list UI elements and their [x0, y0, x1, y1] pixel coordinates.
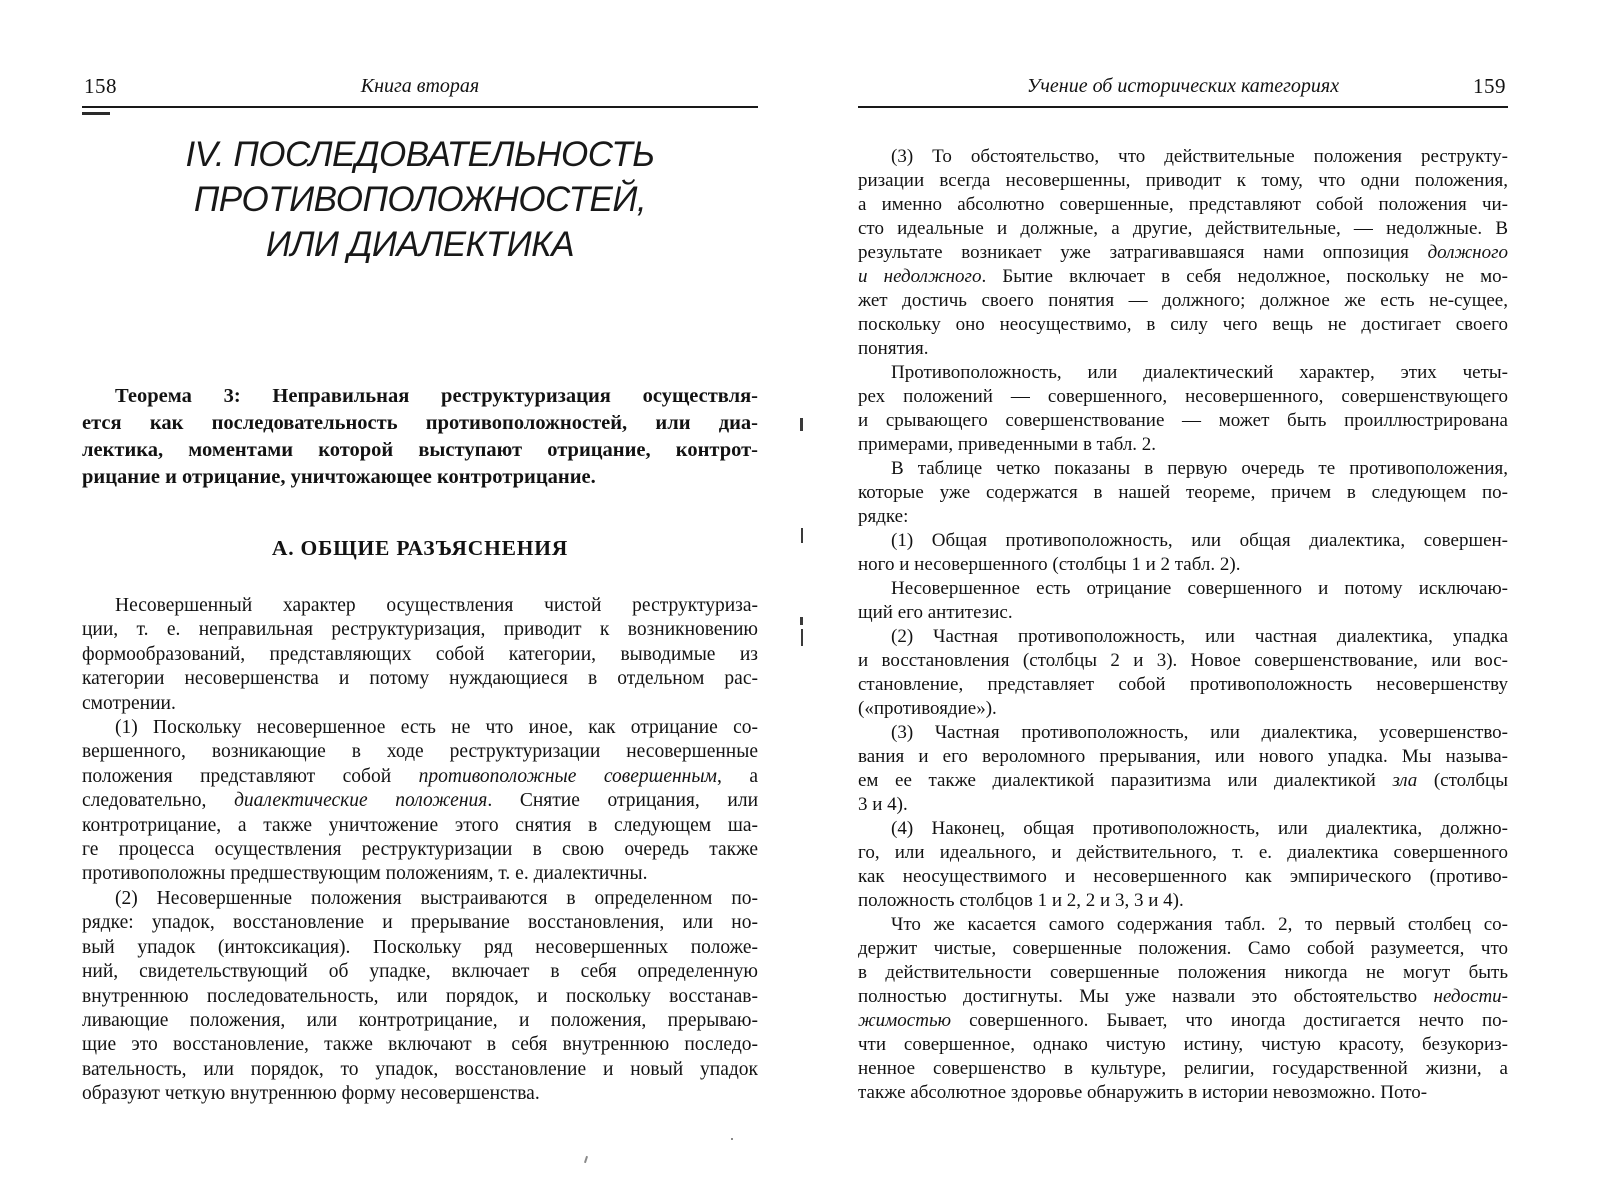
paragraph: [858, 721, 1508, 817]
text-line: (4) Наконец, общая противоположность, или диалектика, должно-: [891, 818, 1508, 839]
right-page-number: 159: [1473, 74, 1506, 98]
text-line: ется как последовательность противоположностей, или диа-: [82, 412, 758, 434]
right-body-text: [858, 145, 1508, 1105]
text-line: также абсолютное здоровье обнаружить в истории невозможно. Пото-: [858, 1082, 1428, 1103]
text-line: вершенного, возникающие в ходе реструктуризации несовершенные: [82, 741, 758, 763]
title-line: ИЛИ ДИАЛЕКТИКА: [265, 225, 575, 264]
scan-speck: [731, 1138, 733, 1140]
text-line: ненное совершенство в культуре, религии, государственной жизни, а: [858, 1058, 1508, 1079]
text-line: примерами, приведенными в табл. 2.: [858, 434, 1157, 455]
text-line: ний, свидетельствующий об упадке, включает в себя определенную: [82, 961, 758, 983]
section-heading: А. ОБЩИЕ РАЗЪЯСНЕНИЯ: [271, 536, 569, 560]
text-line: контротрицание, а также уничтожение этого снятия в следующем ша-: [82, 814, 758, 836]
text-line: ге процесса осуществления реструктуризации в свою очередь также: [82, 839, 758, 861]
text-line: смотрении.: [82, 692, 176, 714]
text-line: а именно абсолютно совершенные, представляют собой положения чи-: [858, 194, 1508, 215]
text-line: положения представляют собой противоположные совершенным, а: [82, 765, 758, 787]
text-line: ного и несовершенного (столбцы 1 и 2 табл. 2).: [858, 554, 1241, 575]
text-line: Противоположность, или диалектический характер, этих четы-: [891, 362, 1508, 383]
text-line: категории несовершенства и потому нуждающиеся в отдельном рас-: [82, 668, 758, 690]
paragraph: [858, 913, 1508, 1105]
text-line: образуют четкую внутреннюю форму несовершенства.: [82, 1083, 540, 1105]
theorem-paragraph: [82, 383, 758, 491]
gutter-scan-mark: [800, 418, 803, 431]
text-line: 3 и 4).: [858, 794, 908, 815]
text-line: («противоядие»).: [858, 698, 997, 719]
left-running-title: Книга вторая: [360, 75, 480, 97]
text-line: полностью достигнуты. Мы уже назвали это обстоятельство недости-: [858, 986, 1508, 1007]
text-line: (3) То обстоятельство, что действительные положения реструкту-: [891, 146, 1508, 167]
text-line: щий его антитезис.: [858, 602, 1013, 623]
scan-speck: [584, 1156, 588, 1163]
text-line: вания и его вероломного прерывания, или нового упадка. Мы называ-: [858, 746, 1508, 767]
text-line: щие это восстановление, также включают в себя внутреннюю последо-: [82, 1034, 758, 1056]
text-line: противоположны предшествующим положениям, т. е. диалектичны.: [82, 863, 648, 885]
text-line: положность столбцов 1 и 2, 2 и 3, 3 и 4).: [858, 890, 1184, 911]
paragraph: [82, 594, 758, 716]
text-line: и восстановления (столбцы 2 и 3). Новое совершенствование, или вос-: [858, 650, 1508, 671]
left-page-number: 158: [84, 74, 117, 98]
text-line: Несовершенное есть отрицание совершенного и потому исключаю-: [891, 578, 1508, 599]
chapter-title: [82, 132, 758, 267]
paragraph: [82, 383, 758, 491]
text-line: Что же касается самого содержания табл. 2, то первый столбец со-: [891, 914, 1508, 935]
left-body-text: [82, 594, 758, 1107]
text-line: Несовершенный характер осуществления чистой реструктуриза-: [115, 595, 758, 616]
title-line: IV. ПОСЛЕДОВАТЕЛЬНОСТЬ: [185, 135, 655, 174]
paragraph: [858, 625, 1508, 721]
text-line: результате возникает уже затрагивавшаяся нами оппозиция должного: [858, 242, 1508, 263]
text-line: сто идеальные и должные, а другие, действительные, — недолжные. В: [858, 218, 1508, 239]
paragraph: [858, 529, 1508, 577]
text-line: (2) Частная противоположность, или частная диалектика, упадка: [891, 626, 1508, 647]
text-line: следовательно, диалектические положения. Снятие отрицания, или: [82, 790, 759, 812]
text-line: (2) Несовершенные положения выстраиваются в определенном по-: [115, 887, 758, 909]
text-line: го, или идеального, и действительного, т. е. диалектика совершенного: [858, 842, 1508, 863]
right-running-title: Учение об исторических категориях: [1026, 75, 1340, 97]
paragraph: [858, 145, 1508, 361]
text-line: В таблице четко показаны в первую очередь те противоположения,: [891, 458, 1508, 479]
text-line: в действительности совершенные положения никогда не могут быть: [858, 962, 1508, 983]
text-line: которые уже содержатся в нашей теореме, причем в следующем по-: [858, 482, 1508, 503]
text-line: и срывающего совершенствование — может быть проиллюстрирована: [858, 410, 1508, 431]
text-line: формообразований, представляющих собой категории, выводимые из: [82, 643, 758, 665]
left-header-rule-tick: [82, 112, 110, 115]
text-line: становление, представляет собой противоположность несовершенству: [858, 674, 1508, 695]
left-header-rule: [82, 106, 758, 108]
text-line: внутреннюю последовательность, или порядок, и поскольку восстанав-: [82, 985, 758, 1007]
paragraph: [82, 887, 758, 1107]
text-line: Теорема 3: Неправильная реструктуризация осуществля-: [115, 385, 758, 407]
gutter-scan-mark: [801, 629, 803, 646]
gutter-scan-mark: [800, 617, 803, 625]
text-line: рех положений — совершенного, несовершенного, совершенствующего: [858, 386, 1508, 407]
paragraph: [858, 817, 1508, 913]
paragraph: [858, 577, 1508, 625]
text-line: (1) Общая противоположность, или общая диалектика, совершен-: [891, 530, 1508, 551]
text-line: поскольку оно неосуществимо, в силу чего вещь не достигает своего: [858, 314, 1508, 335]
text-line: рицание и отрицание, уничтожающее контротрицание.: [82, 466, 596, 488]
text-line: чти совершенное, однако чистую истину, чистую красоту, безукориз-: [858, 1034, 1508, 1055]
text-line: ливающие положения, или контротрицание, и положения, прерываю-: [82, 1009, 758, 1031]
text-line: лектика, моментами которой выступают отрицание, контрот-: [82, 439, 758, 461]
text-line: рядке: упадок, восстановление и прерывание восстановления, или но-: [82, 912, 758, 934]
left-page-header: [82, 74, 758, 100]
paragraph: [858, 361, 1508, 457]
text-line: ризации всегда несовершенны, приводит к тому, что одни положения,: [858, 170, 1508, 191]
text-line: ции, т. е. неправильная реструктуризация, приводит к возникновению: [82, 619, 758, 641]
text-line: вый упадок (интоксикация). Поскольку ряд несовершенных положе-: [82, 936, 758, 958]
right-header-rule: [858, 106, 1508, 108]
text-line: понятия.: [858, 338, 929, 359]
gutter-scan-mark: [801, 528, 803, 543]
text-line: жет достичь своего понятия — должного; должное же есть не-сущее,: [858, 290, 1508, 311]
text-line: жимостью совершенного. Бывает, что иногда достигается нечто по-: [858, 1010, 1508, 1031]
paragraph: [82, 716, 758, 887]
text-line: как неосуществимого и несовершенного как эмпирического (противо-: [858, 866, 1508, 887]
text-line: ем ее также диалектикой паразитизма или диалектикой зла (столбцы: [858, 770, 1508, 791]
text-line: и недолжного. Бытие включает в себя недолжное, поскольку не мо-: [858, 266, 1508, 287]
text-line: рядке:: [858, 506, 909, 527]
paragraph: [858, 457, 1508, 529]
text-line: вательность, или порядок, то упадок, восстановление и новый упадок: [82, 1058, 758, 1080]
text-line: (3) Частная противоположность, или диалектика, усовершенство-: [891, 722, 1508, 743]
right-page-header: [858, 74, 1508, 100]
title-line: ПРОТИВОПОЛОЖНОСТЕЙ,: [193, 180, 647, 219]
text-line: держит чистые, совершенные положения. Само собой разумеется, что: [858, 938, 1508, 959]
text-line: (1) Поскольку несовершенное есть не что иное, как отрицание со-: [115, 717, 758, 739]
